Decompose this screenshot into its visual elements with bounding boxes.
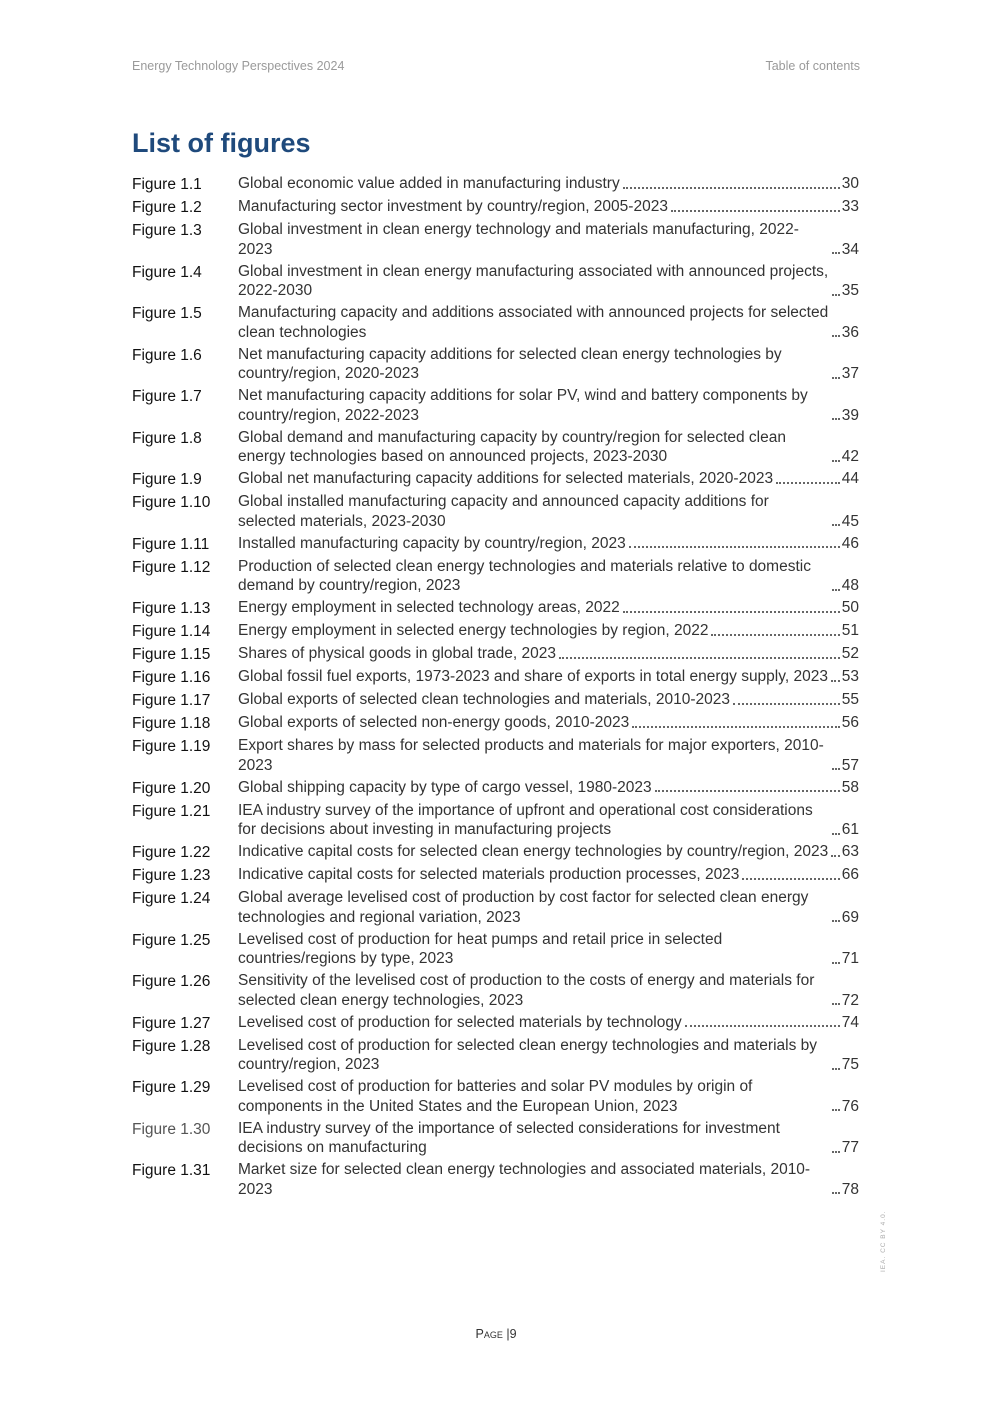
dot-leader	[632, 726, 840, 728]
figure-label: Figure 1.9	[132, 471, 202, 488]
figure-caption: Net manufacturing capacity additions for selected clean energy technologies by country/region, 2020-2023	[238, 345, 782, 382]
figure-entry-body	[238, 262, 859, 301]
dot-leader	[629, 546, 840, 548]
figure-caption: Export shares by mass for selected products and materials for major exporters, 2010-2023	[238, 737, 824, 774]
figure-caption: Global installed manufacturing capacity and announced capacity additions for selected materials, 2023-2030	[238, 493, 769, 530]
figure-caption: Market size for selected clean energy technologies and associated materials, 2010-2023	[238, 1161, 811, 1198]
figure-entry-body	[238, 1119, 859, 1158]
toc-entry[interactable]	[132, 345, 859, 384]
figure-caption: Global fossil fuel exports, 1973-2023 and share of exports in total energy supply, 2023	[238, 668, 828, 685]
page-number: 61	[841, 821, 859, 838]
toc-entry[interactable]	[132, 778, 859, 799]
figure-label: Figure 1.31	[132, 1162, 211, 1179]
toc-entry[interactable]	[132, 220, 859, 259]
dot-leader	[832, 1151, 840, 1153]
figure-label: Figure 1.8	[132, 429, 202, 447]
figure-entry-body	[238, 690, 859, 710]
page-number: 51	[841, 622, 859, 639]
toc-entry[interactable]	[132, 492, 859, 531]
figure-entry-body	[238, 1160, 859, 1199]
figure-caption: Levelised cost of production for selected clean energy technologies and materials by country/region, 2023	[238, 1036, 818, 1073]
dot-leader	[711, 634, 839, 636]
figure-entry-body	[238, 842, 859, 862]
page-number: 75	[841, 1056, 859, 1073]
page-number: 57	[841, 756, 859, 774]
figure-entry-body	[238, 888, 859, 927]
figure-caption: Global exports of selected clean technologies and materials, 2010-2023	[238, 691, 731, 708]
toc-entry[interactable]	[132, 667, 859, 688]
toc-entry[interactable]	[132, 930, 859, 969]
figure-label: Figure 1.13	[132, 600, 211, 617]
figure-caption: Global investment in clean energy technology and materials manufacturing, 2022-2023	[238, 221, 799, 258]
figure-entry-body	[238, 778, 859, 798]
figure-entry-body	[238, 534, 859, 554]
figure-entry-body	[238, 644, 859, 664]
header-report-title: Energy Technology Perspectives 2024	[132, 59, 345, 73]
toc-entry[interactable]	[132, 690, 859, 711]
dot-leader	[733, 703, 840, 705]
header-section-title: Table of contents	[765, 59, 860, 73]
page-number: 46	[841, 534, 859, 552]
footer-separator: |	[506, 1327, 510, 1341]
dot-leader	[832, 335, 840, 337]
figure-caption: Levelised cost of production for selected materials by technology	[238, 1013, 682, 1031]
toc-entry[interactable]	[132, 428, 859, 467]
dot-leader	[671, 210, 840, 212]
figure-caption: Global exports of selected non-energy goods, 2010-2023	[238, 714, 630, 731]
dot-leader	[831, 855, 840, 857]
dot-leader	[832, 1003, 840, 1005]
figure-caption: Sensitivity of the levelised cost of production to the costs of energy and materials for selected clean energy technologies, 2023	[238, 972, 815, 1009]
figure-caption: IEA industry survey of the importance of upfront and operational cost considerations for decisions about investing in manufacturing projects	[238, 801, 813, 838]
toc-entry[interactable]	[132, 557, 859, 596]
figure-caption: Indicative capital costs for selected clean energy technologies by country/region, 2023	[238, 843, 829, 860]
dot-leader	[832, 589, 840, 591]
toc-entry[interactable]	[132, 888, 859, 927]
figure-caption: Levelised cost of production for batteries and solar PV modules by origin of components in the United States and the European Union, 2023	[238, 1078, 753, 1115]
page-number: 78	[841, 1180, 859, 1198]
figure-label: Figure 1.18	[132, 715, 211, 732]
toc-entry[interactable]	[132, 197, 859, 218]
figure-entry-body	[238, 598, 859, 618]
page-number: 52	[841, 645, 859, 662]
toc-entry[interactable]	[132, 842, 859, 863]
page-number: 55	[841, 691, 859, 708]
figure-caption: Global investment in clean energy manufacturing associated with announced projects, 2022-2030	[238, 262, 829, 299]
dot-leader	[776, 482, 840, 484]
figure-label: Figure 1.11	[132, 535, 210, 553]
dot-leader	[623, 187, 840, 189]
figure-label: Figure 1.3	[132, 222, 202, 239]
toc-entry[interactable]	[132, 174, 859, 195]
toc-entry[interactable]	[132, 1036, 859, 1075]
figure-entry-body	[238, 713, 859, 733]
figure-label: Figure 1.20	[132, 779, 211, 797]
figure-caption: Production of selected clean energy technologies and materials relative to domestic demand by country/region, 2023	[238, 557, 811, 594]
figure-caption: Installed manufacturing capacity by country/region, 2023	[238, 534, 626, 552]
figure-entry-body	[238, 303, 859, 342]
figure-label: Figure 1.15	[132, 646, 211, 663]
dot-leader	[832, 833, 840, 835]
figure-caption: Global average levelised cost of production by cost factor for selected clean energy technologies and regional variation, 2023	[238, 889, 809, 926]
toc-entry[interactable]	[132, 262, 859, 301]
toc-entry[interactable]	[132, 1119, 859, 1158]
footer-page-number: 9	[509, 1327, 517, 1341]
figure-entry-body	[238, 492, 859, 531]
toc-entry[interactable]	[132, 1077, 859, 1116]
page-number: 53	[841, 668, 859, 685]
figure-label: Figure 1.7	[132, 388, 202, 405]
page-number: 74	[841, 1013, 859, 1031]
figure-label: Figure 1.30	[132, 1120, 211, 1138]
dot-leader	[832, 294, 840, 296]
figure-label: Figure 1.25	[132, 931, 211, 949]
figure-caption: Shares of physical goods in global trade, 2023	[238, 645, 556, 662]
page-number: 33	[841, 198, 859, 215]
figure-label: Figure 1.19	[132, 738, 211, 755]
dot-leader	[832, 524, 840, 526]
figure-caption: Global shipping capacity by type of cargo vessel, 1980-2023	[238, 778, 652, 796]
page-number: 30	[841, 175, 859, 192]
figure-caption: Energy employment in selected technology areas, 2022	[238, 599, 620, 616]
dot-leader	[832, 768, 840, 770]
toc-entry[interactable]	[132, 303, 859, 342]
figure-label: Figure 1.16	[132, 669, 211, 686]
toc-entry[interactable]	[132, 386, 859, 425]
figure-entry-body	[238, 1036, 859, 1075]
page-number: 72	[841, 991, 859, 1009]
figure-entry-body	[238, 557, 859, 596]
toc-entry[interactable]	[132, 865, 859, 886]
page-number: 66	[841, 866, 859, 883]
figure-entry-body	[238, 386, 859, 425]
toc-entry[interactable]	[132, 621, 859, 642]
figure-caption: Manufacturing sector investment by country/region, 2005-2023	[238, 198, 668, 215]
footer-page-word: Page	[475, 1327, 503, 1341]
figure-label: Figure 1.27	[132, 1014, 211, 1032]
figure-caption: Indicative capital costs for selected materials production processes, 2023	[238, 866, 740, 883]
figure-label: Figure 1.24	[132, 890, 211, 907]
dot-leader	[832, 460, 840, 462]
figure-caption: Global net manufacturing capacity additions for selected materials, 2020-2023	[238, 470, 774, 487]
toc-entry[interactable]	[132, 736, 859, 775]
page-number: 69	[841, 908, 859, 926]
page-number: 34	[841, 240, 859, 258]
dot-leader	[832, 1109, 840, 1111]
figure-entry-body	[238, 621, 859, 641]
figure-label: Figure 1.10	[132, 494, 211, 511]
dot-leader	[832, 1068, 840, 1070]
toc-entry[interactable]	[132, 971, 859, 1010]
figure-label: Figure 1.6	[132, 346, 202, 364]
page-number: 71	[841, 950, 859, 967]
page-number: 63	[841, 843, 859, 860]
page-number: 44	[841, 470, 859, 487]
figure-entry-body	[238, 736, 859, 775]
dot-leader	[623, 611, 840, 613]
page-number: 36	[841, 323, 859, 341]
page-number: 45	[841, 512, 859, 530]
figure-entry-body	[238, 1077, 859, 1116]
toc-entry[interactable]	[132, 534, 859, 555]
figure-label: Figure 1.2	[132, 199, 202, 216]
figure-label: Figure 1.29	[132, 1079, 211, 1096]
dot-leader	[832, 1192, 840, 1194]
figure-label: Figure 1.23	[132, 867, 211, 884]
figure-entry-body	[238, 667, 859, 687]
figure-label: Figure 1.5	[132, 305, 202, 322]
dot-leader	[832, 418, 840, 420]
figure-label: Figure 1.21	[132, 802, 211, 820]
toc-entry[interactable]	[132, 598, 859, 619]
figure-entry-body	[238, 469, 859, 489]
page-number: 58	[841, 778, 859, 796]
figure-label: Figure 1.17	[132, 692, 211, 709]
figure-list	[132, 174, 859, 1202]
dot-leader	[685, 1025, 840, 1027]
figure-caption: Global economic value added in manufacturing industry	[238, 175, 620, 192]
page-number: 35	[841, 282, 859, 299]
figure-caption: Levelised cost of production for heat pumps and retail price in selected countries/regions by type, 2023	[238, 930, 723, 967]
figure-caption: Energy employment in selected energy technologies by region, 2022	[238, 622, 709, 639]
figure-entry-body	[238, 971, 859, 1010]
dot-leader	[559, 657, 840, 659]
toc-entry[interactable]	[132, 1013, 859, 1034]
figure-label: Figure 1.12	[132, 558, 211, 576]
figure-label: Figure 1.1	[132, 176, 202, 193]
page-footer	[0, 1327, 992, 1341]
dot-leader	[655, 790, 840, 792]
figure-entry-body	[238, 930, 859, 969]
dot-leader	[831, 680, 840, 682]
dot-leader	[832, 962, 840, 964]
figure-label: Figure 1.28	[132, 1037, 211, 1055]
figure-entry-body	[238, 865, 859, 885]
dot-leader	[832, 920, 840, 922]
page-number: 76	[841, 1097, 859, 1115]
figure-label: Figure 1.14	[132, 623, 211, 640]
dot-leader	[742, 878, 839, 880]
figure-caption: Manufacturing capacity and additions associated with announced projects for selected clean technologies	[238, 304, 829, 341]
figure-entry-body	[238, 174, 859, 194]
page-number: 42	[841, 448, 859, 465]
figure-caption: IEA industry survey of the importance of selected considerations for investment decisions on manufacturing	[238, 1119, 780, 1156]
toc-entry[interactable]	[132, 713, 859, 734]
toc-entry[interactable]	[132, 644, 859, 665]
figure-label: Figure 1.4	[132, 263, 202, 281]
dot-leader	[832, 377, 840, 379]
figure-caption: Net manufacturing capacity additions for solar PV, wind and battery components by country/region, 2022-2023	[238, 387, 808, 424]
license-note: IEA. CC BY 4.0.	[880, 1210, 887, 1272]
figure-entry-body	[238, 801, 859, 840]
page-number: 39	[841, 406, 859, 424]
page-number: 48	[841, 577, 859, 594]
toc-entry[interactable]	[132, 469, 859, 490]
figure-entry-body	[238, 428, 859, 467]
figure-entry-body	[238, 1013, 859, 1033]
dot-leader	[832, 252, 840, 254]
figure-entry-body	[238, 345, 859, 384]
toc-entry[interactable]	[132, 1160, 859, 1199]
toc-entry[interactable]	[132, 801, 859, 840]
figure-entry-body	[238, 197, 859, 217]
page-title: List of figures	[132, 128, 311, 158]
page-number: 50	[841, 599, 859, 616]
figure-label: Figure 1.26	[132, 973, 211, 990]
figure-entry-body	[238, 220, 859, 259]
page-number: 56	[841, 714, 859, 731]
page-number: 37	[841, 365, 859, 382]
figure-caption: Global demand and manufacturing capacity by country/region for selected clean energy technologies based on announced projects, 2023-2030	[238, 428, 786, 465]
figure-label: Figure 1.22	[132, 844, 211, 861]
page-number: 77	[841, 1139, 859, 1156]
